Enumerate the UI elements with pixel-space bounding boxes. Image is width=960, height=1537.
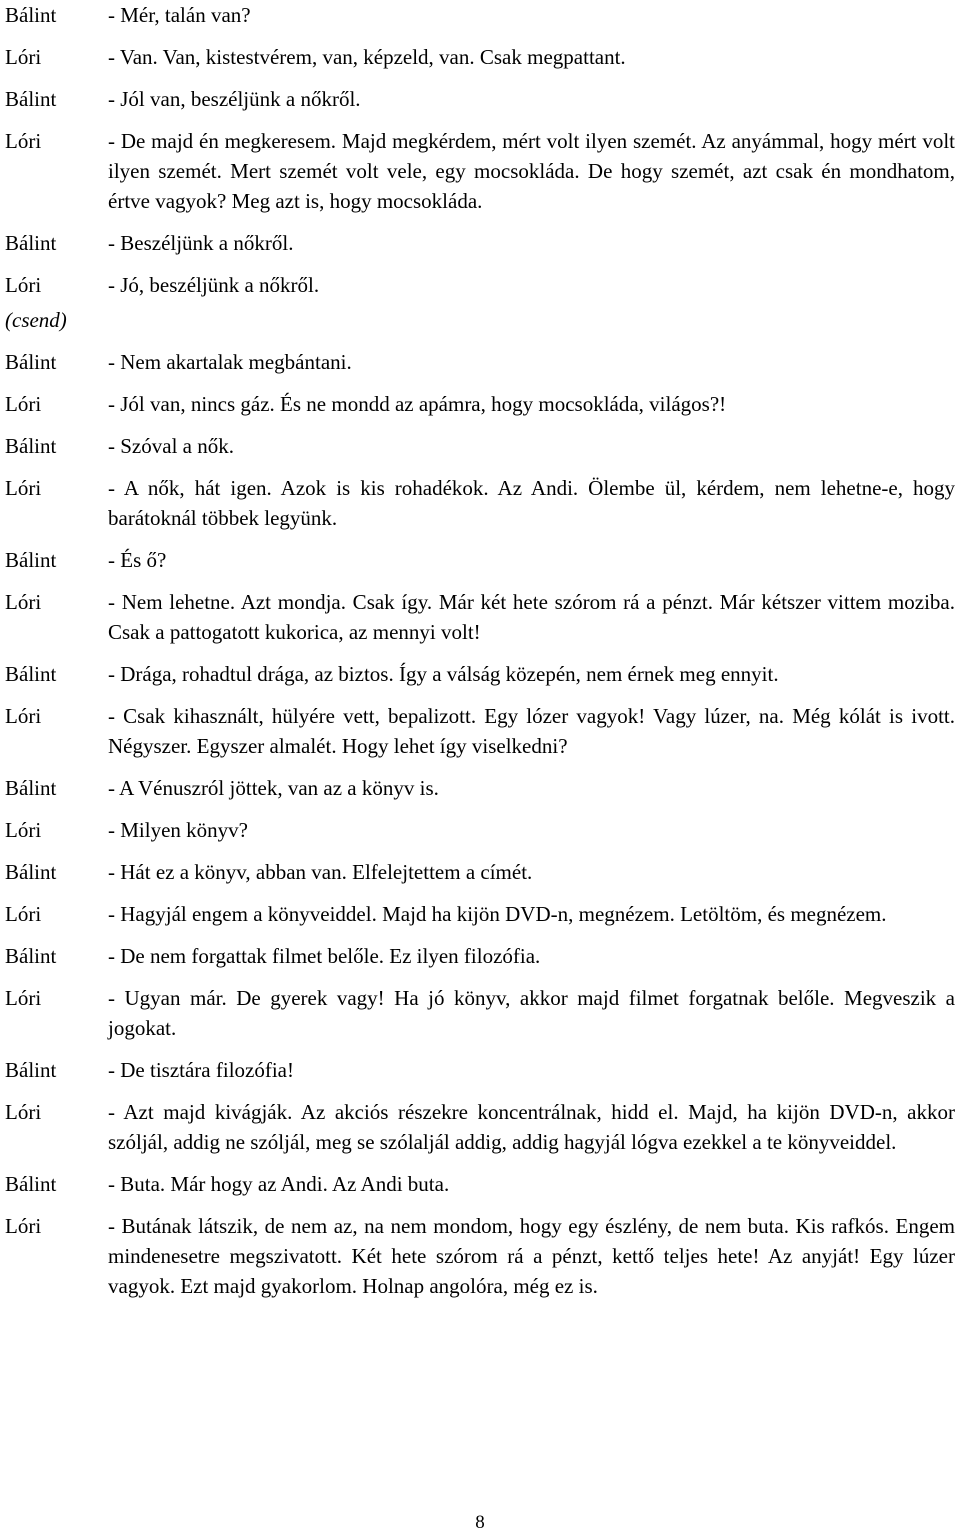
dialogue-line — [5, 545, 955, 575]
speaker-name: Lóri — [5, 129, 42, 153]
dialogue-line — [5, 42, 955, 72]
dialogue-line — [5, 270, 955, 300]
speaker-name: Bálint — [5, 944, 57, 968]
line-text: - Milyen könyv? — [108, 818, 248, 842]
line-text: - Ugyan már. De gyerek vagy! Ha jó könyv, akkor majd filmet forgatnak belőle. Megveszik a jogokat. — [108, 986, 955, 1040]
speaker-name: Bálint — [5, 1172, 57, 1196]
speaker-name: Bálint — [5, 350, 57, 374]
speaker-name: Lóri — [5, 902, 42, 926]
dialogue-line — [5, 701, 955, 761]
line-text: - Jó, beszéljünk a nőkről. — [108, 273, 320, 297]
line-text: - Mér, talán van? — [108, 3, 251, 27]
line-text: - Drága, rohadtul drága, az biztos. Így a válság közepén, nem érnek meg ennyit. — [108, 662, 779, 686]
dialogue-line — [5, 983, 955, 1043]
line-text: - Nem akartalak megbántani. — [108, 350, 352, 374]
speaker-name: Bálint — [5, 3, 57, 27]
speaker-name: Lóri — [5, 45, 42, 69]
speaker-name: Lóri — [5, 590, 42, 614]
line-text: - Van. Van, kistestvérem, van, képzeld, van. Csak megpattant. — [108, 45, 626, 69]
dialogue-line — [5, 941, 955, 971]
dialogue-line — [5, 1055, 955, 1085]
line-text: - Csak kihasznált, hülyére vett, bepalizott. Egy lózer vagyok! Vagy lúzer, na. Még kólát is ivott. Négyszer. Egyszer almalét. Hogy lehet így viselkedni? — [108, 704, 955, 758]
speaker-name: Bálint — [5, 87, 57, 111]
speaker-name: Bálint — [5, 1058, 57, 1082]
line-text: - Nem lehetne. Azt mondja. Csak így. Már két hete szórom rá a pénzt. Már kétszer vittem moziba. Csak a pattogatott kukorica, az mennyi volt! — [108, 590, 955, 644]
dialogue-line — [5, 1097, 955, 1157]
speaker-name: Lóri — [5, 1100, 42, 1124]
speaker-name: Bálint — [5, 434, 57, 458]
dialogue-line — [5, 587, 955, 647]
speaker-name: Lóri — [5, 273, 42, 297]
speaker-name: Bálint — [5, 231, 57, 255]
line-text: - A Vénuszról jöttek, van az a könyv is. — [108, 776, 439, 800]
dialogue-line — [5, 1211, 955, 1301]
dialogue-line — [5, 857, 955, 887]
line-text: - De nem forgattak filmet belőle. Ez ilyen filozófia. — [108, 944, 541, 968]
line-text: - Azt majd kivágják. Az akciós részekre koncentrálnak, hidd el. Majd, ha kijön DVD-n, akkor szóljál, addig ne szóljál, meg se szólaljál addig, addig hagyjál lógva ezekkel a te könyveiddel. — [108, 1100, 955, 1154]
dialogue-line — [5, 473, 955, 533]
dialogue-line — [5, 126, 955, 216]
line-text: - Hagyjál engem a könyveiddel. Majd ha kijön DVD-n, megnézem. Letöltöm, és megnézem. — [108, 902, 887, 926]
line-text: - Jól van, nincs gáz. És ne mondd az apámra, hogy mocsokláda, világos?! — [108, 392, 727, 416]
speaker-name: Lóri — [5, 704, 42, 728]
dialogue-line — [5, 431, 955, 461]
speaker-name: Lóri — [5, 818, 42, 842]
speaker-name: Bálint — [5, 776, 57, 800]
speaker-name: Lóri — [5, 476, 42, 500]
speaker-name: Lóri — [5, 1214, 42, 1238]
dialogue-line — [5, 1169, 955, 1199]
page-number: 8 — [475, 1512, 485, 1533]
dialogue-line — [5, 899, 955, 929]
line-text: - Beszéljünk a nőkről. — [108, 231, 294, 255]
dialogue-line — [5, 84, 955, 114]
dialogue-line — [5, 659, 955, 689]
dialogue-script — [5, 0, 955, 1301]
line-text: - Szóval a nők. — [108, 434, 234, 458]
line-text: - Jól van, beszéljünk a nőkről. — [108, 87, 361, 111]
line-text: - Hát ez a könyv, abban van. Elfelejtettem a címét. — [108, 860, 533, 884]
stage-direction-text: (csend) — [5, 308, 67, 332]
dialogue-line — [5, 815, 955, 845]
line-text: - Butának látszik, de nem az, na nem mondom, hogy egy észlény, de nem buta. Kis rafkós. Engem mindenesetre megszivatott. Két hete szórom rá a pénzt, kettő teljes hete! Az anyját! Egy lúzer vagyok. Ezt majd gyakorlom. Holnap angolóra, még ez is. — [108, 1214, 955, 1298]
speaker-name: Lóri — [5, 986, 42, 1010]
line-text: - A nők, hát igen. Azok is kis rohadékok. Az Andi. Ölembe ül, kérdem, nem lehetne-e, hogy barátoknál többek legyünk. — [108, 476, 955, 530]
speaker-name: Bálint — [5, 662, 57, 686]
dialogue-line — [5, 389, 955, 419]
line-text: - És ő? — [108, 548, 167, 572]
dialogue-line — [5, 228, 955, 258]
line-text: - De tisztára filozófia! — [108, 1058, 294, 1082]
speaker-name: Bálint — [5, 548, 57, 572]
dialogue-line — [5, 347, 955, 377]
line-text: - Buta. Már hogy az Andi. Az Andi buta. — [108, 1172, 450, 1196]
speaker-name: Bálint — [5, 860, 57, 884]
dialogue-line — [5, 773, 955, 803]
stage-direction — [5, 305, 955, 335]
line-text: - De majd én megkeresem. Majd megkérdem, mért volt ilyen szemét. Az anyámmal, hogy mért volt ilyen szemét. Mert szemét volt vele, egy mocsokláda. De hogy szemét, azt csak én mondhatom, értve vagyok? Meg azt is, hogy mocsokláda. — [108, 129, 955, 213]
speaker-name: Lóri — [5, 392, 42, 416]
dialogue-line — [5, 0, 955, 30]
